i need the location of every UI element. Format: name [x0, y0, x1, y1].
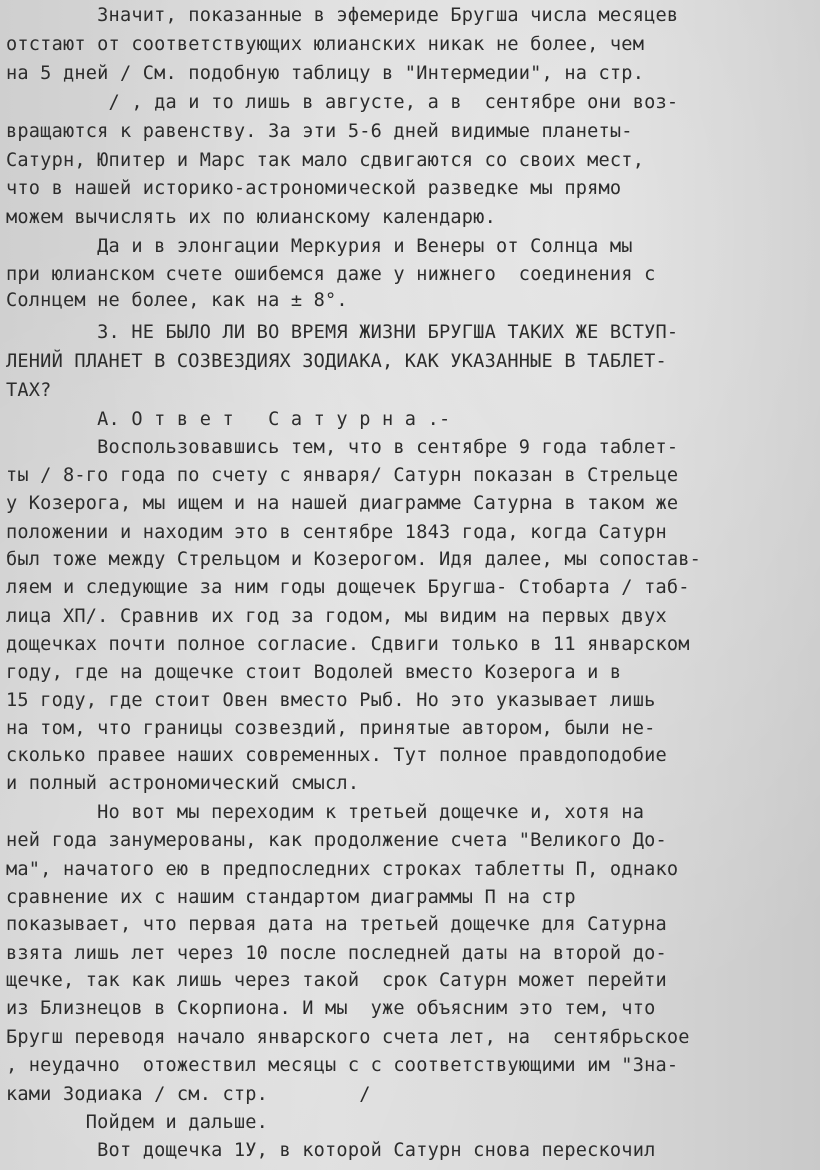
text-line: году, где на дощечке стоит Водолей вместо Козерога и в — [6, 662, 622, 683]
text-line: А. О т в е т С а т у р н а .- — [6, 409, 451, 430]
text-line: лица ХП/. Сравнив их год за годом, мы видим на первых двух — [6, 606, 667, 627]
text-line: / , да и то лишь в августе, а в сентябре они воз- — [6, 92, 679, 113]
text-line: ляем и следующие за ним годы дощечек Бругша- Стобарта / таб- — [6, 577, 690, 598]
text-line: ты / 8-го года по счету с января/ Сатурн показан в Стрельце — [6, 465, 679, 486]
text-line: что в нашей историко-астрономической разведке мы прямо — [6, 178, 622, 199]
text-line: Значит, показанные в эфемериде Бругша числа месяцев — [6, 5, 679, 26]
text-line: ней года занумерованы, как продолжение счета "Великого До- — [6, 830, 667, 851]
text-line: ТАХ? — [6, 380, 52, 401]
text-line: был тоже между Стрельцом и Козерогом. Идя далее, мы сопостав- — [6, 549, 702, 570]
text-line: Вот дощечка 1У, в которой Сатурн снова перескочил — [6, 1140, 656, 1161]
text-line: 3. НЕ БЫЛО ЛИ ВО ВРЕМЯ ЖИЗНИ БРУГША ТАКИХ ЖЕ ВСТУП- — [6, 322, 679, 343]
text-line: Воспользовавшись тем, что в сентябре 9 года таблет- — [6, 437, 679, 458]
text-line: можем вычислять их по юлианскому календарю. — [6, 207, 496, 228]
text-line: Но вот мы переходим к третьей дощечке и, хотя на — [6, 802, 645, 823]
text-line: сравнение их с нашим стандартом диаграммы П на стр — [6, 887, 576, 908]
text-line: Да и в элонгации Меркурия и Венеры от Солнца мы — [6, 236, 633, 257]
text-line: дощечках почти полное согласие. Сдвиги только в 11 январском — [6, 634, 690, 655]
text-line: на 5 дней / См. подобную таблицу в "Интермедии", на стр. — [6, 63, 645, 84]
text-line: и полный астрономический смысл. — [6, 773, 360, 794]
text-line: ЛЕНИЙ ПЛАНЕТ В СОЗВЕЗДИЯХ ЗОДИАКА, КАК УКАЗАННЫЕ В ТАБЛЕТ- — [6, 351, 667, 372]
text-line: у Козерога, мы ищем и на нашей диаграмме Сатурна в таком же — [6, 493, 679, 514]
text-line: щечке, так как лишь через такой срок Сатурн может перейти — [6, 970, 667, 991]
text-line: 15 году, где стоит Овен вместо Рыб. Но это указывает лишь — [6, 690, 656, 711]
text-line: показывает, что первая дата на третьей дощечке для Сатурна — [6, 914, 667, 935]
text-line: из Близнецов в Скорпиона. И мы уже объясним это тем, что — [6, 998, 656, 1019]
text-line: ками Зодиака / см. стр. / — [6, 1084, 371, 1105]
text-line: на том, что границы созвездий, принятые автором, были не- — [6, 718, 656, 739]
text-line: при юлианском счете ошибемся даже у нижнего соединения с — [6, 264, 656, 285]
text-line: взята лишь лет через 10 после последней даты на второй до- — [6, 943, 667, 964]
text-line: положении и находим это в сентябре 1843 года, когда Сатурн — [6, 522, 667, 543]
text-line: Сатурн, Юпитер и Марс так мало сдвигаются со своих мест, — [6, 150, 645, 171]
text-line: , неудачно отожествил месяцы с с соответствующими им "Зна- — [6, 1055, 679, 1076]
text-line: Пойдем и дальше. — [6, 1112, 269, 1133]
text-line: сколько правее наших современных. Тут полное правдоподобие — [6, 745, 667, 766]
text-line: отстают от соответствующих юлианских никак не более, чем — [6, 34, 645, 55]
text-line: вращаются к равенству. За эти 5-6 дней видимые планеты- — [6, 121, 633, 142]
text-line: ма", начатого ею в предпоследних строках таблетты П, однако — [6, 859, 679, 880]
text-line: Солнцем не более, как на ± 8°. — [6, 290, 348, 311]
text-line: Бругш переводя начало январского счета лет, на сентябрьское — [6, 1027, 690, 1048]
